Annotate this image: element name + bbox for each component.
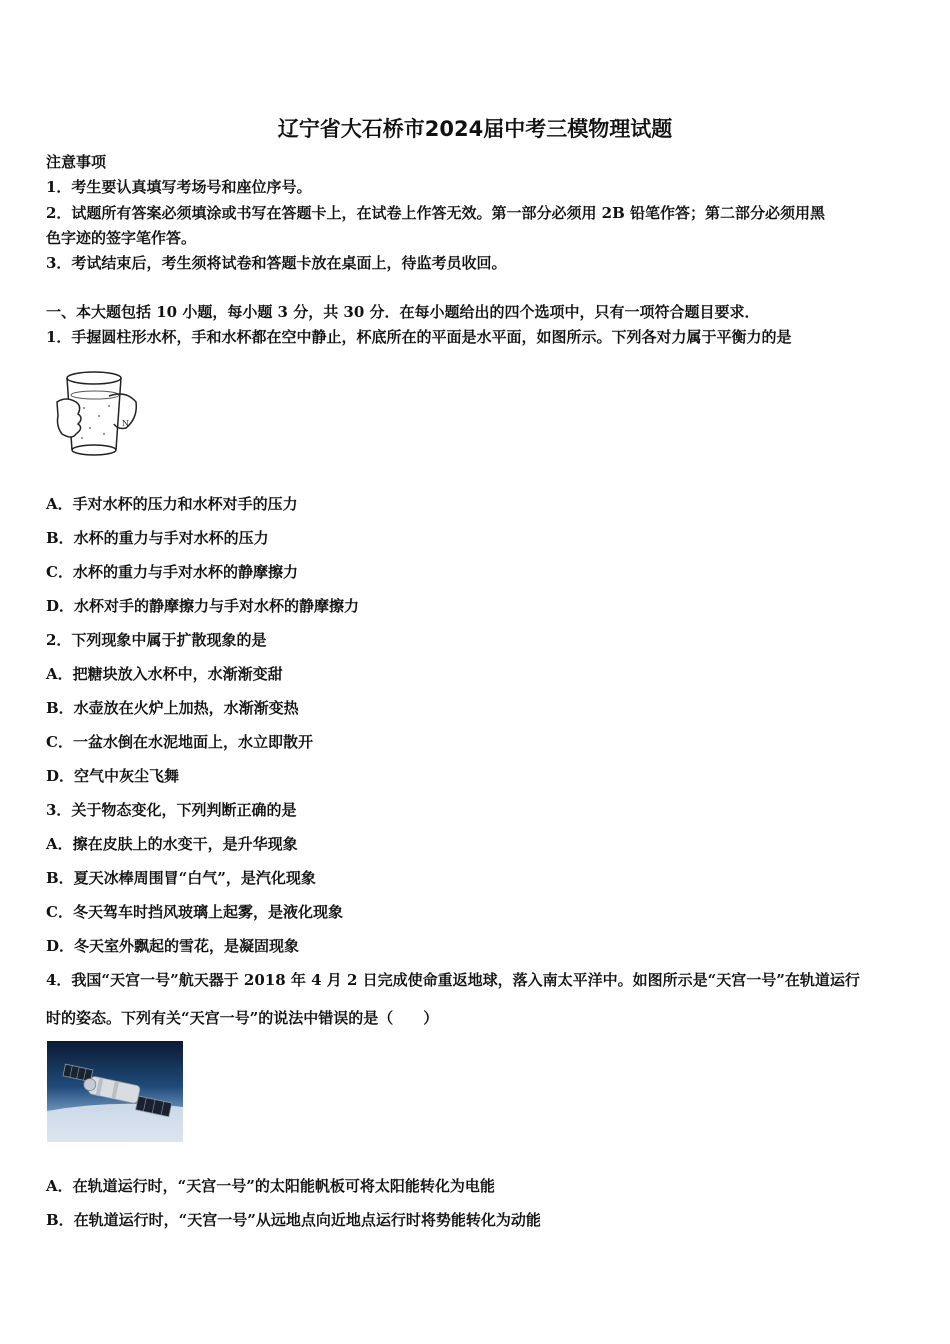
question-1-stem: 1．手握圆柱形水杯，手和水杯都在空中静止，杯底所在的平面是水平面，如图所示。下列各对力属于平衡力的是 bbox=[46, 328, 792, 346]
option: D．冬天室外飘起的雪花，是凝固现象 bbox=[46, 937, 300, 955]
option: A．手对水杯的压力和水杯对手的压力 bbox=[46, 495, 298, 513]
option: D．空气中灰尘飞舞 bbox=[46, 767, 180, 785]
option: A．把糖块放入水杯中，水渐渐变甜 bbox=[46, 665, 283, 683]
question-4-stem-cont: 时的姿态。下列有关“天宫一号”的说法中错误的是（ ） bbox=[46, 1009, 439, 1027]
notice-item: 1．考生要认真填写考场号和座位序号。 bbox=[46, 178, 312, 196]
question-3-stem: 3．关于物态变化，下列判断正确的是 bbox=[46, 801, 297, 819]
page-title: 辽宁省大石桥市2024届中考三模物理试题 bbox=[277, 117, 673, 141]
svg-text:N: N bbox=[122, 419, 129, 428]
option: D．水杯对手的静摩擦力与手对水杯的静摩擦力 bbox=[46, 597, 360, 615]
spacecraft-illustration bbox=[47, 1041, 183, 1142]
option: A．在轨道运行时，“天宫一号”的太阳能帆板可将太阳能转化为电能 bbox=[46, 1177, 495, 1195]
option: C．冬天驾车时挡风玻璃上起雾，是液化现象 bbox=[46, 903, 343, 921]
option: B．在轨道运行时，“天宫一号”从远地点向近地点运行时将势能转化为动能 bbox=[46, 1211, 541, 1229]
question-2-stem: 2．下列现象中属于扩散现象的是 bbox=[46, 631, 267, 649]
option: B．夏天冰棒周围冒“白气”，是汽化现象 bbox=[46, 869, 316, 887]
option: B．水杯的重力与手对水杯的压力 bbox=[46, 529, 269, 547]
section-heading: 一、本大题包括 10 小题，每小题 3 分，共 30 分．在每小题给出的四个选项中，只有一项符合题目要求． bbox=[46, 303, 760, 321]
option: B．水壶放在火炉上加热，水渐渐变热 bbox=[46, 699, 299, 717]
notice-heading: 注意事项 bbox=[46, 153, 107, 171]
option: A．擦在皮肤上的水变干，是升华现象 bbox=[46, 835, 298, 853]
option: C．一盆水倒在水泥地面上，水立即散开 bbox=[46, 733, 313, 751]
notice-item: 2．试题所有答案必须填涂或书写在答题卡上，在试卷上作答无效。第一部分必须用 2B 铅笔作答；第二部分必须用黑 bbox=[46, 204, 826, 222]
question-4-stem: 4．我国“天宫一号”航天器于 2018 年 4 月 2 日完成使命重返地球，落入南太平洋中。如图所示是“天宫一号”在轨道运行 bbox=[46, 971, 860, 989]
cup-illustration bbox=[54, 368, 139, 458]
tiangong-photo bbox=[47, 1041, 183, 1142]
option: C．水杯的重力与手对水杯的静摩擦力 bbox=[46, 563, 298, 581]
notice-item: 色字迹的签字笔作答。 bbox=[46, 229, 197, 247]
hand-holding-cup-figure bbox=[54, 368, 139, 458]
notice-item: 3．考试结束后，考生须将试卷和答题卡放在桌面上，待监考员收回。 bbox=[46, 254, 507, 272]
